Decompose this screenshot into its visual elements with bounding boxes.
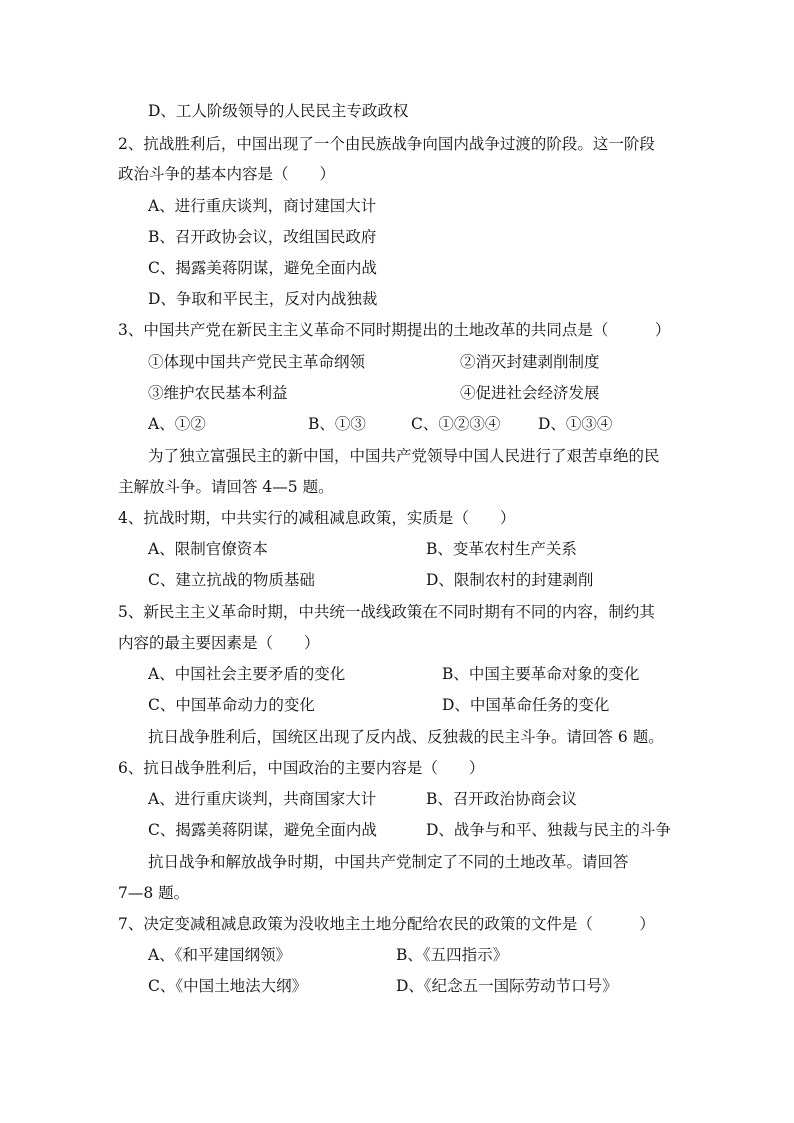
intro-7-8-line1: 抗日战争和解放战争时期，中国共产党制定了不同的土地改革。请回答 [148, 853, 629, 871]
q1-option-d: D、工人阶级领导的人民民主专政政权 [148, 102, 409, 120]
q7-stem: 7、决定变减租减息政策为没收地主土地分配给农民的政策的文件是（ ） [118, 915, 655, 933]
q4-option-c: C、建立抗战的物质基础 [148, 571, 315, 589]
q5-option-a: A、中国社会主要矛盾的变化 [148, 665, 346, 683]
q3-statement-2: ②消灭封建剥削制度 [460, 353, 600, 371]
q3-statement-3: ③维护农民基本利益 [148, 384, 288, 402]
q3-option-a: A、①② [148, 415, 206, 433]
q5-stem-line1: 5、新民主主义革命时期，中共统一战线政策在不同时期有不同的内容，制约其 [118, 603, 655, 621]
q3-option-d: D、①③④ [538, 415, 613, 433]
intro-7-8-line2: 7—8 题。 [118, 884, 190, 902]
q6-option-b: B、召开政治协商会议 [426, 790, 577, 808]
q2-option-c: C、揭露美蒋阴谋，避免全面内战 [148, 259, 377, 277]
q7-option-d: D、《纪念五一国际劳动节口号》 [396, 977, 618, 995]
q5-stem-line2: 内容的最主要因素是（ ） [118, 634, 320, 652]
q2-stem-line2: 政治斗争的基本内容是（ ） [118, 165, 336, 183]
intro-6: 抗日战争胜利后，国统区出现了反内战、反独裁的民主斗争。请回答 6 题。 [148, 728, 664, 746]
q4-option-a: A、限制官僚资本 [148, 540, 268, 558]
q3-option-b: B、①③ [308, 415, 366, 433]
intro-4-5-line1: 为了独立富强民主的新中国，中国共产党领导中国人民进行了艰苦卓绝的民 [148, 447, 660, 465]
intro-4-5-line2: 主解放斗争。请回答 4—5 题。 [118, 478, 334, 496]
q6-option-d: D、战争与和平、独裁与民主的斗争 [426, 821, 671, 839]
q2-stem-line1: 2、抗战胜利后，中国出现了一个由民族战争向国内战争过渡的阶段。这一阶段 [118, 135, 655, 153]
q4-stem: 4、抗战时期，中共实行的减租减息政策，实质是（ ） [118, 509, 516, 527]
q2-option-a: A、进行重庆谈判，商讨建国大计 [148, 197, 377, 215]
q2-option-b: B、召开政协会议，改组国民政府 [148, 228, 377, 246]
q7-option-b: B、《五四指示》 [396, 946, 509, 964]
q4-option-b: B、变革农村生产关系 [426, 540, 577, 558]
q5-option-d: D、中国革命任务的变化 [442, 696, 610, 714]
q6-option-a: A、进行重庆谈判，共商国家大计 [148, 790, 377, 808]
q4-option-d: D、限制农村的封建剥削 [426, 571, 594, 589]
q2-option-d: D、争取和平民主，反对内战独裁 [148, 290, 378, 308]
q7-option-c: C、《中国土地法大纲》 [148, 977, 308, 995]
q3-stem: 3、中国共产党在新民主主义革命不同时期提出的土地改革的共同点是（ ） [118, 321, 671, 339]
q3-statement-4: ④促进社会经济发展 [460, 384, 600, 402]
q5-option-b: B、中国主要革命对象的变化 [442, 665, 640, 683]
q6-stem: 6、抗日战争胜利后，中国政治的主要内容是（ ） [118, 759, 485, 777]
q3-option-c: C、①②③④ [411, 415, 501, 433]
q6-option-c: C、揭露美蒋阴谋，避免全面内战 [148, 821, 377, 839]
q7-option-a: A、《和平建国纲领》 [148, 946, 291, 964]
q3-statement-1: ①体现中国共产党民主革命纲领 [148, 353, 366, 371]
q5-option-c: C、中国革命动力的变化 [148, 696, 315, 714]
